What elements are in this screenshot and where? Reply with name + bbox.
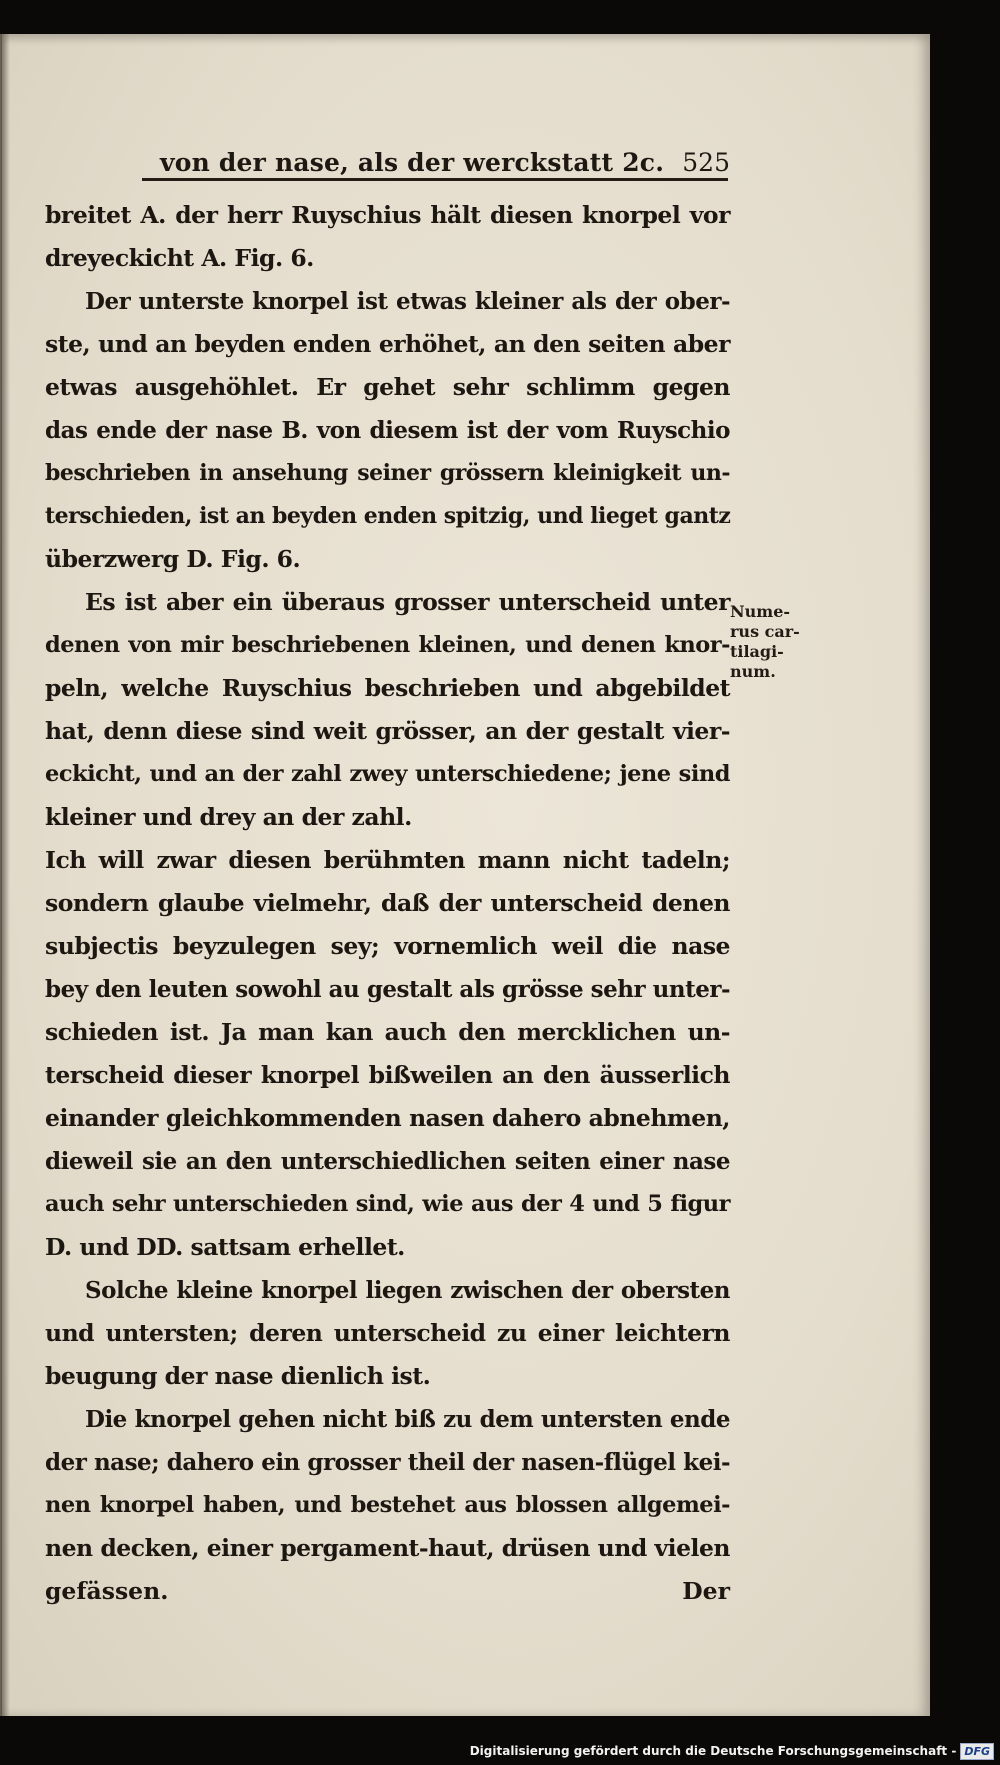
text-line: terscheid dieser knorpel bißweilen an den äusserlich xyxy=(45,1061,730,1089)
text-line: Es ist aber ein überaus grosser unterscheid unter xyxy=(85,588,730,616)
text-line: nen decken, einer pergament-haut, drüsen und vielen xyxy=(45,1534,730,1562)
text-line: eckicht, und an der zahl zwey unterschiedene; jene sind xyxy=(45,761,730,787)
text-line: terschieden, ist an beyden enden spitzig, und lieget gantz xyxy=(45,503,731,529)
text-line: Der unterste knorpel ist etwas kleiner als der ober- xyxy=(85,288,730,315)
text-line: dreyeckicht A. Fig. 6. xyxy=(45,244,314,272)
header-rule xyxy=(142,178,728,181)
text-line: peln, welche Ruyschius beschrieben und abgebildet xyxy=(45,674,730,702)
body-text xyxy=(45,194,730,1613)
text-line: bey den leuten sowohl au gestalt als grösse sehr unter- xyxy=(45,976,730,1003)
text-line: subjectis beyzulegen sey; vornemlich weil die nase xyxy=(45,932,730,960)
catchword: Der xyxy=(682,1577,730,1605)
text-line: beugung der nase dienlich ist. xyxy=(45,1362,431,1390)
footer-credit: Digitalisierung gefördert durch die Deutsche Forschungsgemeinschaft - xyxy=(469,1744,957,1758)
last-line-with-catchword xyxy=(45,1570,730,1613)
marginal-note-line: Nume- xyxy=(730,602,791,621)
text-line: hat, denn diese sind weit grösser, an der gestalt vier- xyxy=(45,717,730,745)
dfg-logo-icon: DFG xyxy=(960,1743,994,1760)
text-line: etwas ausgehöhlet. Er gehet sehr schlimm gegen xyxy=(45,373,730,401)
running-title: von der nase, als der werckstatt 2c. xyxy=(160,148,665,177)
text-line: der nase; dahero ein grosser theil der nasen-flügel kei- xyxy=(45,1449,730,1476)
text-line: denen von mir beschriebenen kleinen, und denen knor- xyxy=(45,632,730,658)
digitization-footer xyxy=(470,1741,994,1761)
page-gutter-shadow xyxy=(0,34,10,1716)
text-line: einander gleichkommenden nasen dahero abnehmen, xyxy=(45,1104,730,1132)
marginal-note-line: tilagi- xyxy=(730,642,784,661)
page-header xyxy=(160,148,730,182)
text-line: D. und DD. sattsam erhellet. xyxy=(45,1233,405,1261)
marginal-note-line: num. xyxy=(730,662,776,681)
page-number: 525 xyxy=(682,148,730,177)
text-line: kleiner und drey an der zahl. xyxy=(45,803,412,831)
text-line: Ich will zwar diesen berühmten mann nicht tadeln; xyxy=(45,846,730,874)
text-line: das ende der nase B. von diesem ist der vom Ruyschio xyxy=(45,417,730,444)
text-line: ste, und an beyden enden erhöhet, an den seiten aber xyxy=(45,330,730,358)
text-line: Die knorpel gehen nicht biß zu dem untersten ende xyxy=(85,1406,730,1433)
text-line: sondern glaube vielmehr, daß der unterscheid denen xyxy=(45,889,730,917)
text-line: und untersten; deren unterscheid zu einer leichtern xyxy=(45,1319,730,1347)
text-line: Solche kleine knorpel liegen zwischen der obersten xyxy=(85,1277,730,1304)
text-line: dieweil sie an den unterschiedlichen seiten einer nase xyxy=(45,1148,730,1175)
text-line: überzwerg D. Fig. 6. xyxy=(45,545,301,573)
text-line: nen knorpel haben, und bestehet aus blossen allgemei- xyxy=(45,1492,730,1518)
text-line: schieden ist. Ja man kan auch den mercklichen un- xyxy=(45,1018,730,1046)
marginal-note xyxy=(730,602,810,682)
text-line: auch sehr unterschieden sind, wie aus der 4 und 5 figur xyxy=(45,1191,730,1217)
marginal-note-line: rus car- xyxy=(730,622,800,641)
text-line: breitet A. der herr Ruyschius hält diesen knorpel vor xyxy=(45,201,730,229)
text-line: beschrieben in ansehung seiner grössern kleinigkeit un- xyxy=(45,460,730,486)
text-line: gefässen. xyxy=(45,1577,169,1605)
